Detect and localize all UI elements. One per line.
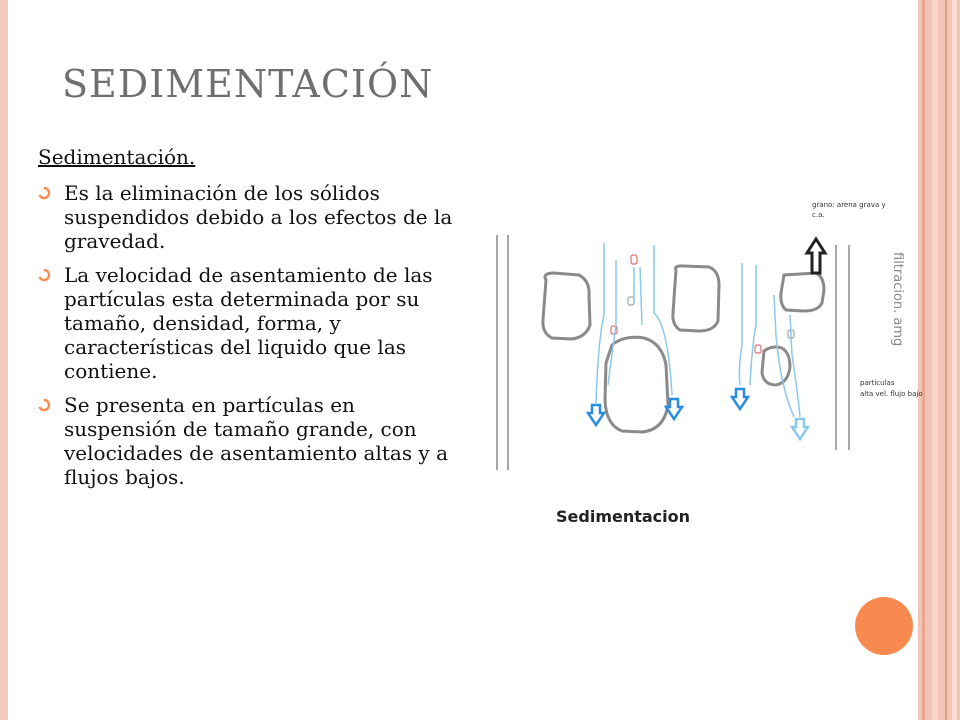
orange-circle-decoration	[855, 597, 913, 655]
sedimentation-diagram	[494, 185, 923, 530]
flow-line	[750, 265, 756, 385]
up-arrow-icon	[807, 239, 825, 273]
particle-small	[755, 345, 761, 353]
down-arrow-icon	[732, 389, 748, 409]
decorative-stripe	[945, 0, 947, 720]
vertical-watermark	[890, 252, 907, 362]
slide-title: SEDIMENTACIÓN	[62, 62, 434, 106]
decorative-stripe	[922, 0, 925, 720]
flow-line	[739, 263, 742, 385]
particle-large	[673, 266, 719, 331]
bullet-item	[36, 263, 456, 383]
particle-small	[631, 255, 637, 264]
bullet-item	[36, 181, 456, 253]
down-arrow-icon	[792, 419, 808, 439]
left-frame-border	[0, 0, 8, 720]
bullet-text: Es la eliminación de los sólidos suspendidos debido a los efectos de la gravedad.	[64, 181, 453, 253]
bullet-text: Se presenta en partículas en suspensión de tamaño grande, con velocidades de asentamiento altas y a flujos bajos.	[64, 393, 449, 489]
bullet-list	[36, 181, 456, 499]
orange-ring-bullet-icon	[38, 399, 50, 411]
decorative-stripe	[932, 0, 938, 720]
vertical-watermark-text: filtracion. amg	[890, 252, 905, 347]
particle-large	[605, 337, 668, 432]
bullet-item	[36, 393, 456, 489]
bullet-text: La velocidad de asentamiento de las partículas esta determinada por su tamaño, densidad, forma, y características del liquido que las contiene.	[64, 263, 433, 383]
particle-medium	[762, 347, 790, 385]
right-decorative-band	[918, 0, 960, 720]
orange-ring-bullet-icon	[38, 269, 50, 281]
orange-ring-bullet-icon	[38, 187, 50, 199]
particle-large	[543, 273, 590, 339]
particle-large	[781, 273, 824, 311]
figure-label-side-2: alta vel. flujo bajo	[860, 390, 923, 398]
flow-line	[790, 315, 800, 417]
flow-line	[640, 267, 642, 325]
particle-small	[628, 297, 634, 305]
figure-caption: Sedimentacion	[556, 507, 691, 526]
figure-label-top: grano: arena grava y	[812, 201, 886, 209]
flow-line	[596, 243, 604, 403]
figure-label-top-2: c.a.	[812, 211, 825, 219]
slide-subtitle: Sedimentación.	[38, 145, 196, 169]
down-arrow-icon	[588, 405, 604, 425]
decorative-stripe	[952, 0, 957, 720]
figure-label-side-1: particulas	[860, 379, 895, 387]
